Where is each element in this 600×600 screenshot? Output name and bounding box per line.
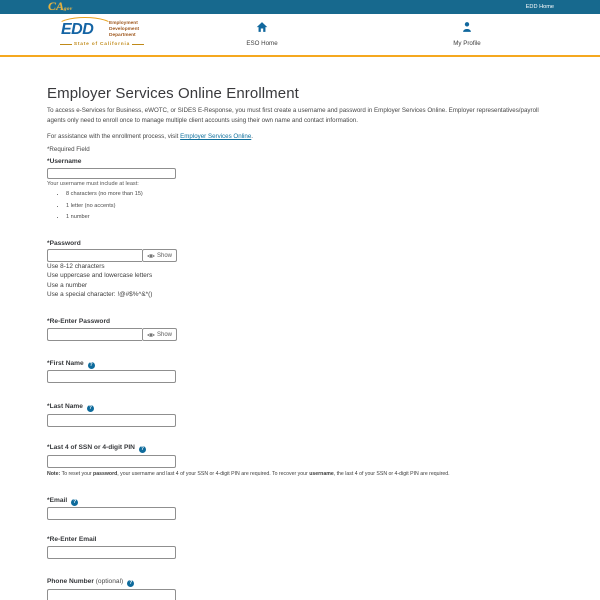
reenter-password-input[interactable] xyxy=(47,328,142,341)
help-icon[interactable] xyxy=(87,405,94,412)
eye-icon xyxy=(147,332,155,338)
page-title: Employer Services Online Enrollment xyxy=(47,85,299,102)
phone-label: Phone Number (optional)? xyxy=(47,578,134,587)
username-input[interactable] xyxy=(47,168,176,179)
nav-my-profile-label: My Profile xyxy=(453,40,481,47)
help-icon[interactable] xyxy=(139,446,146,453)
username-hint: Your username must include at least: xyxy=(47,181,139,187)
email-label: *Email? xyxy=(47,497,78,506)
nav-my-profile[interactable] xyxy=(436,20,498,47)
home-icon xyxy=(256,21,268,33)
email-input[interactable] xyxy=(47,507,176,520)
edd-logo-department-name: Employment Development Department xyxy=(109,21,140,38)
utility-bar xyxy=(0,0,600,14)
eye-icon xyxy=(147,253,155,259)
phone-input[interactable] xyxy=(47,589,176,600)
edd-logo-acronym: EDD xyxy=(61,21,94,38)
ca-gov-logo-ca: CA xyxy=(48,0,65,13)
username-rules-list xyxy=(47,191,143,226)
reenter-password-field-row xyxy=(47,328,176,341)
username-rule: • 8 characters (no more than 15) xyxy=(66,191,143,197)
site-header xyxy=(0,14,600,55)
edd-logo-tagline: State of California xyxy=(60,42,144,47)
username-label: *Username xyxy=(47,158,82,165)
show-reenter-password-button[interactable]: Show xyxy=(142,328,177,341)
help-icon[interactable] xyxy=(71,499,78,506)
last-name-input[interactable] xyxy=(47,414,176,427)
help-icon[interactable] xyxy=(88,362,95,369)
ssn-pin-input[interactable] xyxy=(47,455,176,468)
ssn-note: Note: To reset your password, your username and last 4 of your SSN or 4-digit PIN are required. To recover your username, the last 4 of your SSN or 4-digit PIN are required. xyxy=(47,471,450,477)
header-gold-rule xyxy=(0,55,600,57)
show-password-button[interactable]: Show xyxy=(142,249,177,262)
assistance-text: For assistance with the enrollment process, visit Employer Services Online. xyxy=(47,133,254,140)
password-input[interactable] xyxy=(47,249,142,262)
last-name-label: *Last Name? xyxy=(47,403,94,412)
employer-services-online-link[interactable]: Employer Services Online xyxy=(180,133,252,140)
profile-icon xyxy=(461,21,473,33)
password-field-row xyxy=(47,249,176,262)
required-field-note: *Required Field xyxy=(47,146,90,153)
intro-text: To access e-Services for Business, eWOTC, or SIDES E-Response, you must first create a username and password in Employer Services Online. Employer representatives/payroll agents only need to enroll once to manage multiple client accounts using their own name and contact information. xyxy=(47,107,539,124)
first-name-label: *First Name? xyxy=(47,360,95,369)
ca-gov-logo-gov: .gov xyxy=(62,6,73,12)
nav-eso-home-label: ESO Home xyxy=(246,40,278,47)
help-icon[interactable] xyxy=(127,580,134,587)
ssn-pin-label: *Last 4 of SSN or 4-digit PIN? xyxy=(47,444,146,453)
edd-home-link[interactable]: EDD Home xyxy=(525,4,554,10)
username-rule: • 1 letter (no accents) xyxy=(66,203,143,209)
reenter-email-label: *Re-Enter Email xyxy=(47,536,97,543)
reenter-password-label: *Re-Enter Password xyxy=(47,318,111,325)
ca-gov-logo[interactable] xyxy=(48,0,73,16)
nav-eso-home[interactable] xyxy=(231,20,293,47)
username-rule: • 1 number xyxy=(66,214,143,220)
edd-logo[interactable] xyxy=(60,17,152,51)
password-label: *Password xyxy=(47,240,81,247)
reenter-email-input[interactable] xyxy=(47,546,176,559)
password-rules: Use 8-12 characters Use uppercase and lowercase letters Use a number Use a special character: !@#$%^&*() xyxy=(47,263,153,299)
first-name-input[interactable] xyxy=(47,370,176,383)
